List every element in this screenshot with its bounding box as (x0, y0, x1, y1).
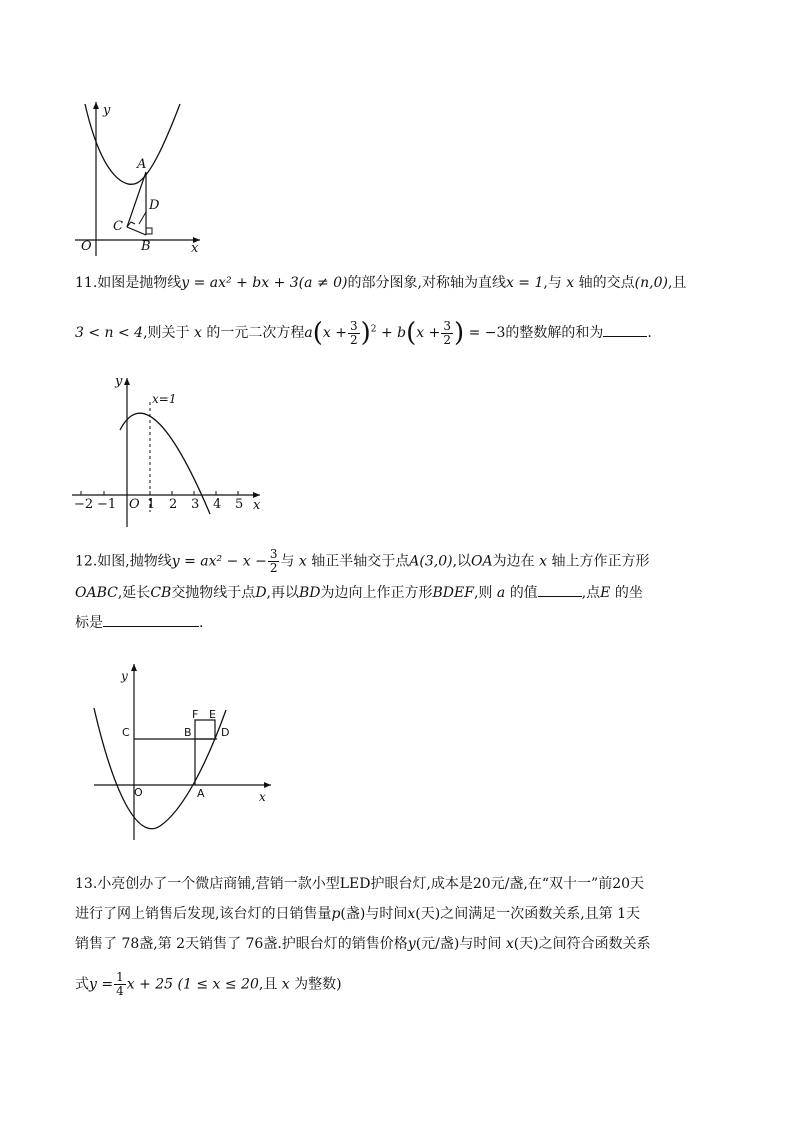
label-F: F (192, 708, 199, 721)
q11-text-1c: ,与 (543, 275, 562, 291)
q11-eq-x: x + (322, 325, 347, 341)
q11-text-2b: 的一元二次方程 (206, 325, 305, 341)
label-B: B (184, 726, 192, 739)
tick-label-neg1: −1 (97, 497, 117, 512)
segment-CB (127, 227, 146, 235)
segment-D (139, 212, 146, 224)
q12-a: a (496, 585, 506, 601)
q11-formula-2: x = 1 (505, 275, 544, 291)
q12-text-1b: 与 (280, 553, 295, 570)
label-D: D (221, 726, 230, 739)
q11-text-2a: ,则关于 (143, 325, 190, 341)
q12-answer-blank-2[interactable] (103, 614, 199, 627)
label-axis-x1: x=1 (152, 392, 177, 406)
q11-number: 11. (75, 275, 98, 291)
q11-point: (n,0) (634, 275, 668, 291)
q12-line-3: 标是 . (75, 615, 204, 631)
q12-text-1d: ,以 (452, 553, 472, 570)
figure-3 (88, 660, 278, 845)
q13-formula-b: x + 25 (1 ≤ x ≤ 20 (126, 976, 259, 993)
parabola-curve (94, 708, 226, 829)
q11-line-1 (75, 272, 686, 292)
q13-var-x-2: x (505, 936, 514, 952)
label-A: A (137, 157, 147, 172)
q11-eq-x-2: x + (416, 325, 441, 341)
q12-D: D (255, 585, 267, 601)
y-axis-arrow (124, 378, 130, 385)
q12-OABC: OABC (75, 585, 118, 601)
label-A: A (197, 787, 205, 800)
q12-E: E (600, 585, 611, 601)
label-E: E (209, 708, 216, 721)
y-axis-arrow (93, 102, 99, 109)
q12-number: 12. (75, 553, 98, 570)
q11-fraction-1: $\frac{3}{2}$ (349, 318, 358, 347)
figure-3-svg (88, 660, 278, 845)
q11-condition: 3 < n < 4 (75, 325, 144, 341)
tick-label-4: 4 (213, 497, 222, 512)
q12-line-1 (75, 548, 649, 575)
q13-line-4: 式y = $\frac{1}{4}$ x + 25 (1 ≤ x ≤ 20,且 x 为整数) (75, 970, 342, 998)
x-axis-arrow (264, 782, 271, 788)
q11-text-1b: 的部分图象,对称轴为直线 (347, 275, 506, 291)
q12-text-1a: 如图,抛物线 (97, 553, 172, 570)
label-D: D (149, 198, 160, 213)
q12-text-1f: 轴上方作正方形 (551, 553, 650, 570)
label-y: y (103, 103, 111, 118)
q13-line-3: 销售了 78盏,第 2天销售了 76盏.护眼台灯的销售价格y(元/盏)与时间 x(天)之间符合函数关系 (75, 936, 651, 952)
q12-CB: CB (150, 585, 172, 601)
y-axis-arrow (131, 664, 137, 671)
q11-line-2: 3 < n < 4,则关于 x 的一元二次方程a(x + $\frac{3}{2}$ )$^2$ + b(x + $\frac{3}{2}$ ) = −3的整数解的和为 . (75, 318, 652, 348)
tick-label-neg2: −2 (74, 497, 94, 512)
q11-var-x-2: x (194, 325, 202, 341)
q13-formula-a: y = (89, 976, 114, 993)
figure-1 (75, 98, 210, 258)
tick-label-2: 2 (169, 497, 178, 512)
q12-line-2: OABC,延长CB交抛物线于点D,再以BD为边向上作正方形BDEF,则 a 的值 ,点E 的坐 (75, 585, 643, 601)
q11-text-2c: 的整数解的和为 (505, 325, 604, 341)
q12-answer-blank-1[interactable] (538, 584, 582, 597)
q13-line-2: 进行了网上销售后发现,该台灯的日销售量p(盏)与时间x(天)之间满足一次函数关系,且第 1天 (75, 906, 640, 922)
parabola-curve (85, 104, 180, 184)
figure-1-svg (75, 98, 210, 258)
q12-text-1e: 为边在 (492, 553, 535, 570)
q11-eq-b: + b (380, 325, 407, 341)
label-O: O (134, 786, 143, 799)
label-C: C (113, 219, 123, 234)
q12-text-1c: 轴正半轴交于点 (311, 553, 410, 570)
label-x: x (191, 241, 199, 256)
q12-BD: BD (299, 585, 321, 601)
q12-point-A: A(3,0) (409, 553, 453, 570)
q13-var-x: x (407, 906, 416, 922)
q11-text-1d: 轴的交点 (578, 275, 635, 291)
q11-eq-rhs: = −3 (468, 325, 506, 341)
x-ticks (81, 491, 238, 495)
q12-fraction: $\frac{3}{2}$ (269, 547, 278, 575)
right-angle-mark-B (146, 228, 152, 234)
label-y: y (121, 669, 128, 683)
q13-fraction: $\frac{1}{4}$ (116, 970, 124, 998)
q13-line-1: 13.小亮创办了一个微店商铺,营销一款小型LED护眼台灯,成本是20元/盏,在“双十一”前20天 (75, 876, 645, 892)
q11-fraction-2: $\frac{3}{2}$ (443, 318, 451, 347)
tick-label-5: 5 (235, 497, 244, 512)
figure-2-svg (72, 372, 267, 530)
segment-AC (127, 172, 146, 227)
q13-var-y: y (407, 936, 416, 952)
square-BDEF (195, 720, 215, 739)
q12-BDEF: BDEF (432, 585, 474, 601)
label-x: x (259, 790, 266, 804)
q11-eq-a: a (304, 325, 313, 341)
q12-var-x-2: x (539, 553, 547, 570)
tick-label-1: 1 (147, 497, 156, 512)
q11-text-1e: ,且 (667, 275, 687, 291)
q11-var-x: x (566, 275, 575, 291)
label-O: O (81, 239, 92, 254)
q12-var-x: x (298, 553, 307, 570)
label-x: x (253, 498, 261, 513)
q11-text-1a: 如图是抛物线 (97, 275, 182, 291)
label-y: y (115, 374, 123, 389)
figure-2 (72, 372, 267, 530)
q12-OA: OA (471, 553, 493, 570)
q11-answer-blank[interactable] (603, 324, 647, 337)
q11-formula-1: y = ax² + bx + 3(a ≠ 0) (181, 275, 348, 291)
label-C: C (122, 726, 130, 739)
q12-formula: y = ax² − x − (171, 553, 267, 570)
q13-var-p: p (331, 906, 341, 922)
label-B: B (141, 239, 151, 254)
label-O: O (129, 497, 140, 512)
tick-label-3: 3 (191, 497, 200, 512)
q13-var-x-3: x (281, 976, 290, 993)
